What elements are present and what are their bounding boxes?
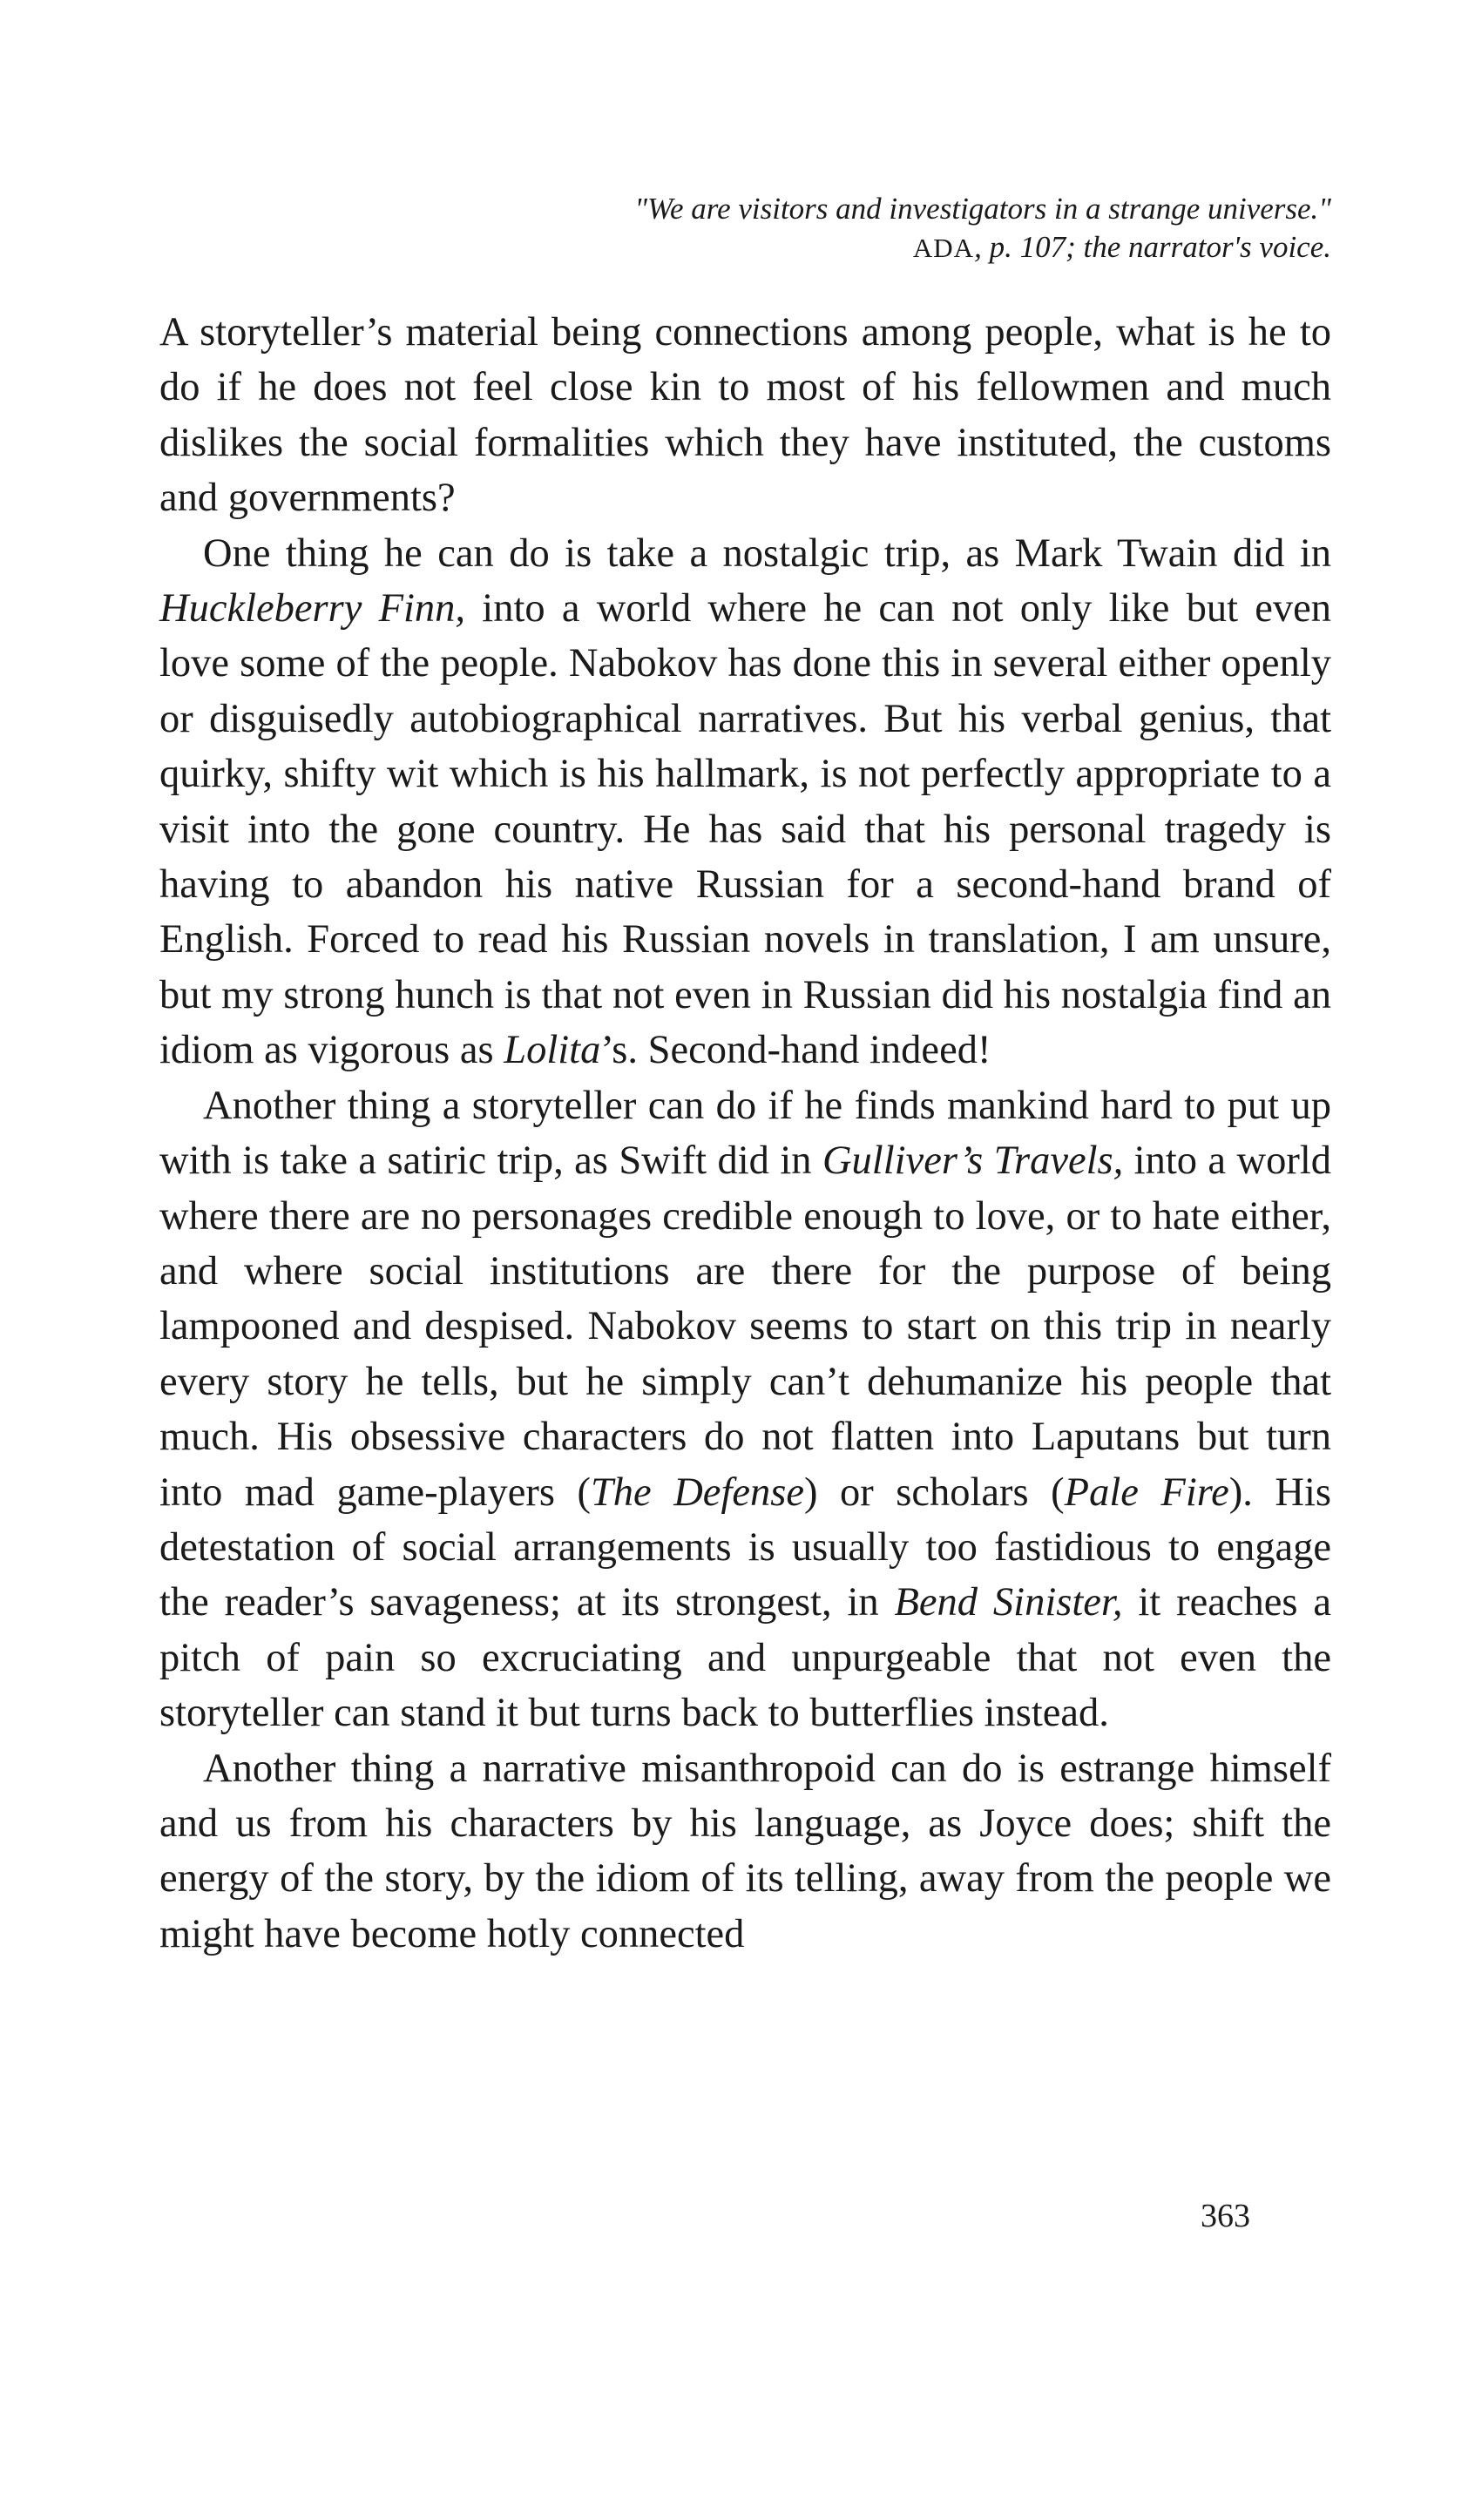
italic-title: Bend Sinister, bbox=[894, 1580, 1123, 1625]
text-run: ’s. Second-hand indeed! bbox=[600, 1028, 991, 1073]
text-run: into a world where there are no personages credible enough to love, or to hate either, and where social institutions are there for the purpose of being lampooned and despised. Nabokov seems to start on this trip in nearly every story he tells, but he simply can’t dehumanize his people that much. His obsessive characters do not flatten into Laputans but turn into mad game-players ( bbox=[159, 1138, 1331, 1515]
text-run: One thing he can do is take a nostalgic trip, as Mark Twain did in bbox=[203, 530, 1331, 576]
paragraph bbox=[159, 1741, 1331, 1963]
epigraph-source-detail: , p. 107; the narrator's voice. bbox=[974, 230, 1331, 264]
epigraph-source-book: ADA bbox=[912, 233, 975, 263]
text-run: Another thing a narrative misanthropoid can do is estrange himself and us from his characters by his language, as Joyce does; shift the energy of the story, by the idiom of its telling, away from the people we might have become hotly connected bbox=[159, 1746, 1331, 1956]
text-run: Another thing a storyteller can do if he finds mankind hard to put up with is take a satiric trip, as Swift did in bbox=[159, 1083, 1331, 1184]
epigraph-source bbox=[159, 228, 1331, 267]
italic-title: Gulliver’s Travels, bbox=[822, 1138, 1124, 1184]
italic-title: The Defense bbox=[590, 1469, 804, 1515]
italic-title: Pale Fire bbox=[1064, 1469, 1229, 1515]
paragraph bbox=[159, 1078, 1331, 1741]
paragraph bbox=[159, 305, 1331, 526]
italic-title: Lolita bbox=[504, 1028, 601, 1073]
epigraph bbox=[159, 190, 1331, 267]
text-run: ) or scholars ( bbox=[803, 1469, 1065, 1515]
page-number: 363 bbox=[1201, 2198, 1250, 2234]
text-run: into a world where he can not only like but even love some of the people. Nabokov has done this in several either openly or disguisedly autobiographical narratives. But his verbal genius, that quirky, shifty wit which is his hallmark, is not perfectly appropriate to a visit into the gone country. He has said that his personal tragedy is having to abandon his native Russian for a second-hand brand of English. Forced to read his Russian novels in translation, I am unsure, but my strong hunch is that not even in Russian did his nostalgia find an idiom as vigorous as bbox=[159, 586, 1331, 1073]
body-text bbox=[159, 305, 1331, 1962]
text-run: ). His detestation of social arrangements is usually too fastidious to engage the reader’s savageness; at its strongest, in bbox=[159, 1469, 1331, 1625]
epigraph-quote: "We are visitors and investigators in a strange universe." bbox=[634, 192, 1331, 226]
paragraph bbox=[159, 526, 1331, 1078]
italic-title: Huckleberry Finn, bbox=[159, 586, 466, 632]
text-run: it reaches a pitch of pain so excruciating and unpurgeable that not even the storyteller can stand it but turns back to butterflies instead. bbox=[159, 1580, 1331, 1736]
text-run: A storyteller’s material being connections among people, what is he to do if he does not feel close kin to most of his fellowmen and much dislikes the social formalities which they have instituted, the customs and governments? bbox=[159, 310, 1331, 521]
